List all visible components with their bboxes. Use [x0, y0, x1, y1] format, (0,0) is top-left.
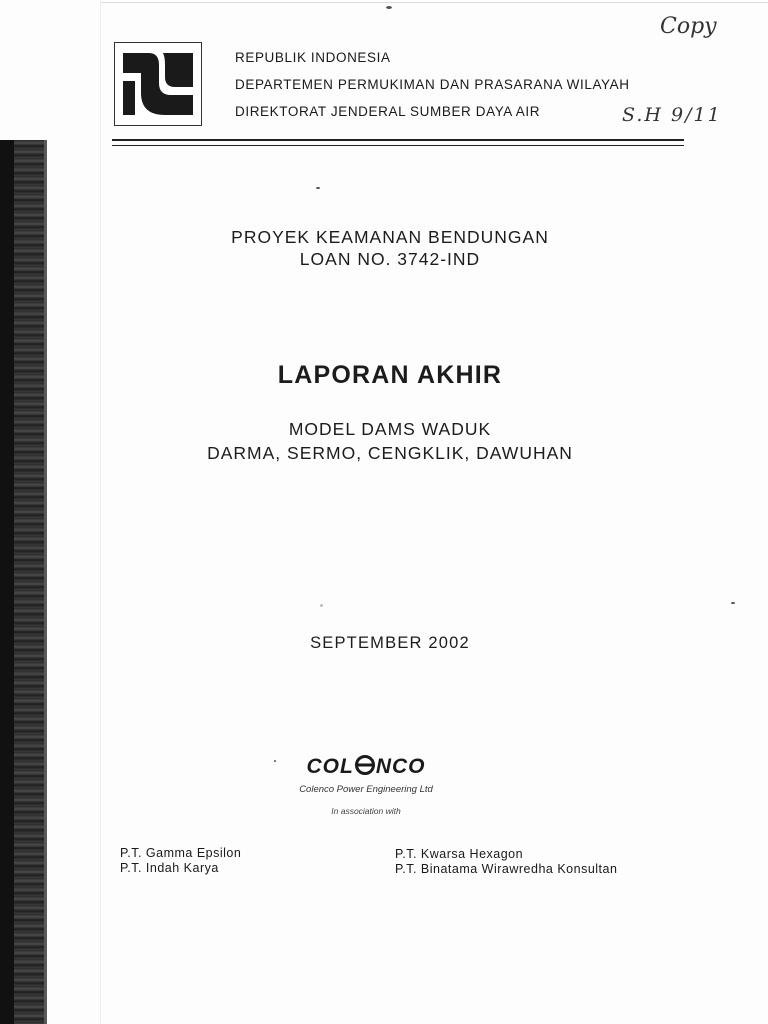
consultant-logo	[266, 754, 466, 782]
header-line-ministry: DEPARTEMEN PERMUKIMAN DAN PRASARANA WILAYAH	[235, 77, 630, 92]
association-note: In association with	[331, 806, 401, 816]
handwritten-code-note: S.H 9/11	[622, 104, 722, 126]
partners-left-column	[120, 846, 241, 876]
scan-speck	[316, 187, 320, 189]
partner-name: P.T. Gamma Epsilon	[120, 846, 242, 860]
partner-name: P.T. Indah Karya	[120, 861, 219, 875]
scan-speck	[386, 6, 392, 9]
partner-name: P.T. Binatama Wirawredha Konsultan	[395, 862, 618, 876]
scan-left-edge	[100, 0, 101, 1024]
consultant-logo-mark-icon	[355, 755, 375, 782]
partner-name: P.T. Kwarsa Hexagon	[395, 847, 524, 861]
scan-speck	[320, 604, 323, 607]
header-line-country: REPUBLIK INDONESIA	[235, 50, 391, 65]
scan-speck	[274, 760, 276, 762]
header-line-directorate: DIREKTORAT JENDERAL SUMBER DAYA AIR	[235, 104, 541, 119]
binding-shadow	[0, 140, 14, 1024]
ministry-logo-icon	[115, 43, 201, 125]
header-rule-thick	[112, 139, 684, 141]
consultant-full-name: Colenco Power Engineering Ltd	[299, 784, 433, 795]
scan-speck	[731, 602, 735, 604]
report-title: LAPORAN AKHIR	[277, 361, 503, 389]
loan-number: LOAN NO. 3742-IND	[299, 249, 481, 269]
scan-top-edge	[100, 2, 768, 3]
report-subtitle-line1: MODEL DAMS WADUK	[288, 419, 492, 439]
report-subtitle-line2: DARMA, SERMO, CENGKLIK, DAWUHAN	[207, 443, 573, 463]
handwritten-copy-note: Copy	[660, 14, 717, 39]
consultant-logo-text-left: COL	[306, 755, 354, 778]
consultant-logo-text-right: NCO	[375, 755, 426, 778]
ministry-logo	[114, 42, 202, 126]
project-name: PROYEK KEAMANAN BENDUNGAN	[231, 227, 549, 247]
header-rule-thin	[112, 145, 684, 146]
report-date: SEPTEMBER 2002	[310, 634, 470, 652]
partners-right-column	[395, 847, 617, 877]
